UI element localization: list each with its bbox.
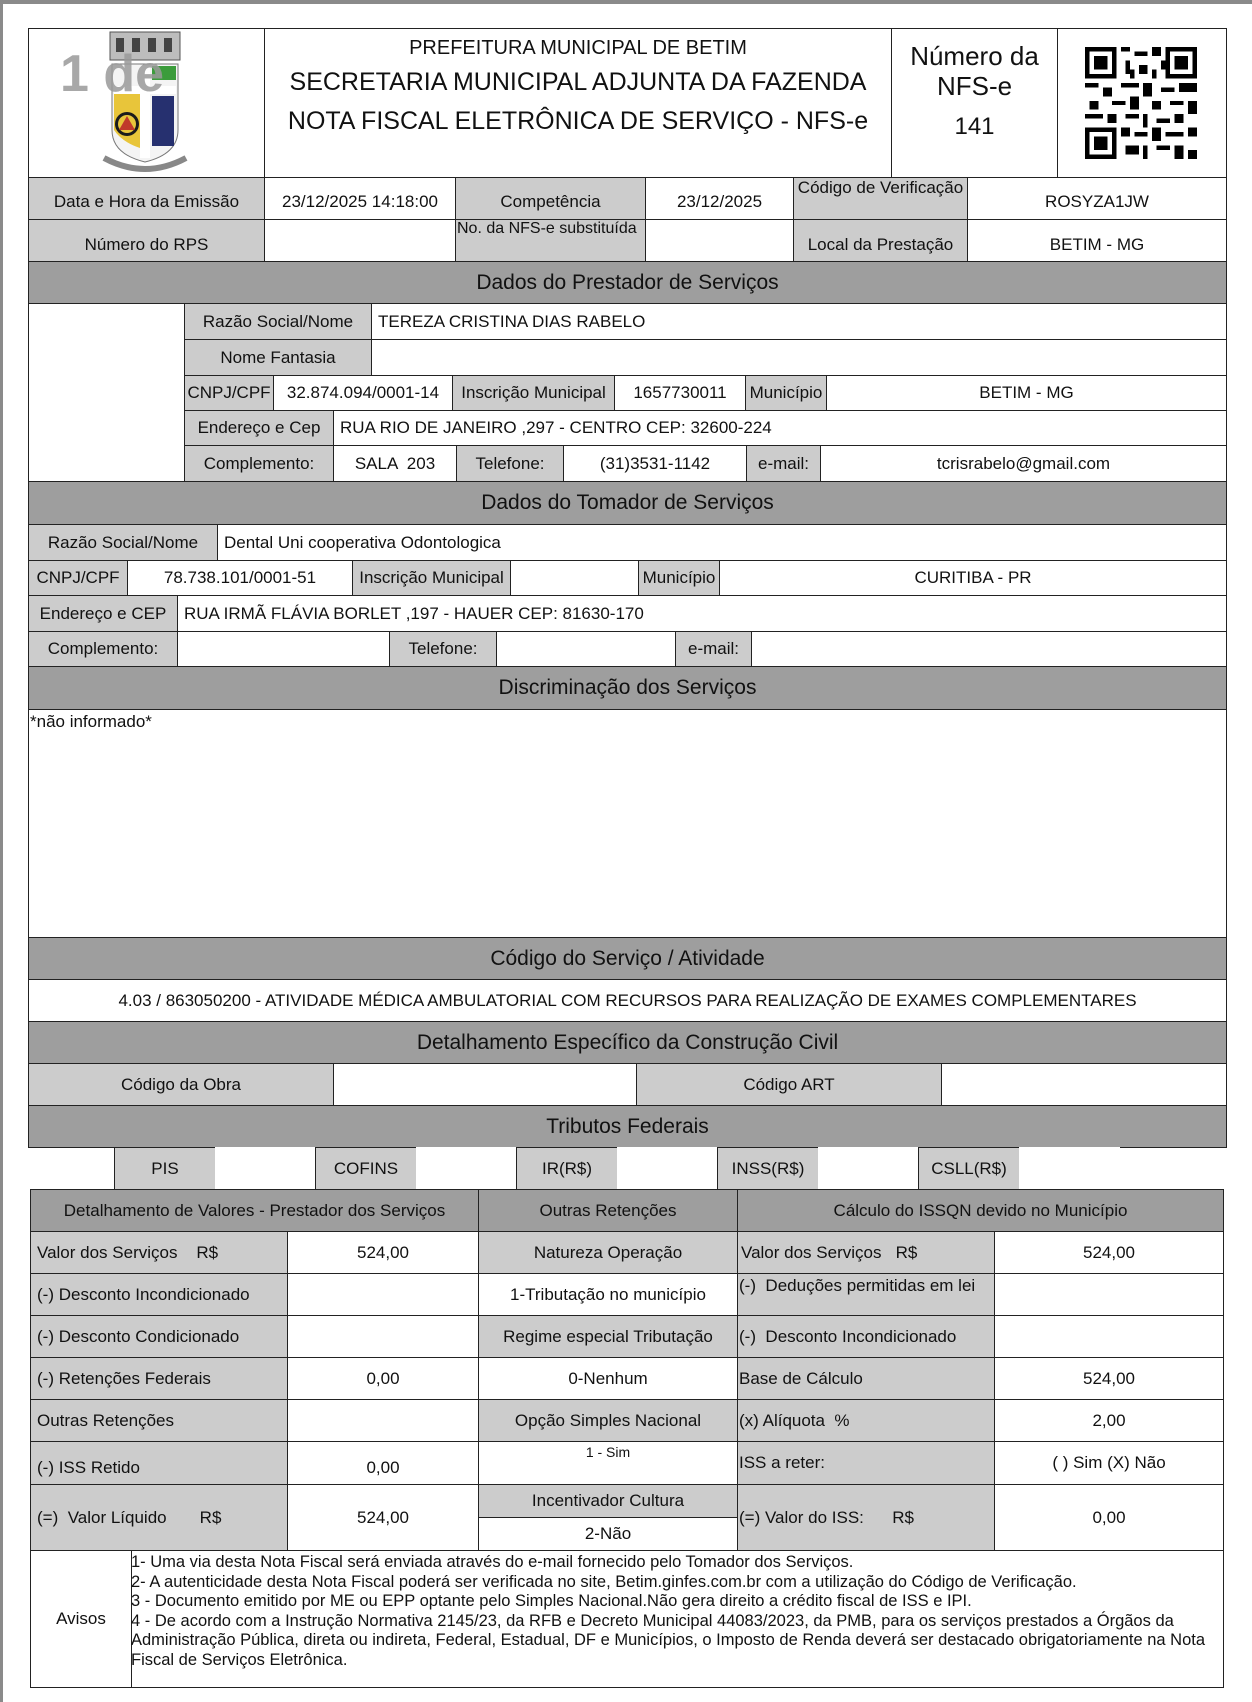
header-title-cell bbox=[264, 28, 892, 178]
servico-value: 4.03 / 863050200 - ATIVIDADE MÉDICA AMBULATORIAL COM RECURSOS PARA REALIZAÇÃO DE EXAMES COMPLEMENTARES bbox=[28, 979, 1227, 1022]
issqn-valor-servicos-label: Valor dos Serviços R$ bbox=[737, 1231, 995, 1274]
valor-iss-value: 0,00 bbox=[994, 1484, 1224, 1551]
tributo-cofins-value bbox=[416, 1147, 517, 1190]
cultura-value: 2-Não bbox=[478, 1517, 738, 1551]
iss-reter-value: ( ) Sim (X) Não bbox=[994, 1441, 1224, 1485]
numero-label-1: Número da bbox=[910, 41, 1039, 71]
prestador-left-spacer bbox=[28, 303, 185, 482]
prestador-im-label: Inscrição Municipal bbox=[452, 375, 615, 411]
issqn-valor-servicos-value: 524,00 bbox=[994, 1231, 1224, 1274]
prestador-complemento-label: Complemento: bbox=[184, 445, 334, 482]
data-emissao-value: 23/12/2025 14:18:00 bbox=[264, 177, 456, 220]
art-label: Código ART bbox=[636, 1063, 942, 1106]
aviso-line-1: 1- Uma via desta Nota Fiscal será enviada através do e-mail fornecido pelo Tomador dos Serviços. bbox=[131, 1553, 854, 1571]
retencoes-federais-label: (-) Retenções Federais bbox=[30, 1357, 288, 1400]
tomador-razao-label: Razão Social/Nome bbox=[28, 524, 218, 561]
tomador-municipio-label: Município bbox=[638, 560, 720, 596]
avisos-text bbox=[131, 1553, 1221, 1670]
tributo-csll-label: CSLL(R$) bbox=[918, 1147, 1020, 1190]
discriminacao-text: *não informado* bbox=[28, 709, 1227, 938]
aviso-line-2: 2- A autenticidade desta Nota Fiscal poderá ser verificada no site, Betim.ginfes.com.br com a utilização do Código de Verificação. bbox=[131, 1572, 1077, 1591]
iss-retido-label: (-) ISS Retido bbox=[30, 1441, 288, 1485]
nfse-substituida-value bbox=[645, 219, 794, 262]
prestador-email-value[interactable]: tcrisrabelo@gmail.com bbox=[820, 445, 1227, 482]
tomador-razao-value: Dental Uni cooperativa Odontologica bbox=[217, 524, 1227, 561]
numero-rps-value bbox=[264, 219, 456, 262]
prestador-fantasia-value bbox=[371, 339, 1227, 376]
tomador-cnpj-label: CNPJ/CPF bbox=[28, 560, 128, 596]
numero-value: 141 bbox=[954, 113, 995, 140]
data-emissao-label: Data e Hora da Emissão bbox=[28, 177, 265, 220]
header-line-nota-fiscal: NOTA FISCAL ELETRÔNICA DE SERVIÇO - NFS-e bbox=[287, 107, 869, 135]
tributo-cofins-label: COFINS bbox=[315, 1147, 417, 1190]
prestador-razao-label: Razão Social/Nome bbox=[184, 303, 372, 340]
simples-value: 1 - Sim bbox=[478, 1441, 738, 1485]
issqn-desconto-incond-label: (-) Desconto Incondicionado bbox=[737, 1315, 995, 1358]
tomador-endereco-label: Endereço e CEP bbox=[28, 595, 178, 632]
tomador-telefone-value bbox=[496, 631, 676, 667]
outras-retencoes-label: Outras Retenções bbox=[30, 1399, 288, 1442]
prestador-municipio-label: Município bbox=[745, 375, 827, 411]
tomador-cnpj-value: 78.738.101/0001-51 bbox=[127, 560, 353, 596]
deducoes-value bbox=[994, 1273, 1224, 1316]
valor-iss-label: (=) Valor do ISS: R$ bbox=[737, 1484, 995, 1551]
regime-label: Regime especial Tributação bbox=[478, 1315, 738, 1358]
desconto-incond-label: (-) Desconto Incondicionado bbox=[30, 1273, 288, 1316]
prestador-endereco-value: RUA RIO DE JANEIRO ,297 - CENTRO CEP: 32600-224 bbox=[333, 410, 1227, 446]
tomador-email-value bbox=[751, 631, 1227, 667]
prestador-telefone-label: Telefone: bbox=[456, 445, 564, 482]
valores-col2-title: Outras Retenções bbox=[478, 1189, 738, 1232]
local-prestacao-value: BETIM - MG bbox=[967, 219, 1227, 262]
discriminacao-section-title: Discriminação dos Serviços bbox=[28, 666, 1227, 710]
prestador-cnpj-label: CNPJ/CPF bbox=[184, 375, 274, 411]
tomador-email-label: e-mail: bbox=[675, 631, 752, 667]
page-indicator: 1 de bbox=[60, 45, 165, 103]
tributo-csll-value bbox=[1019, 1147, 1120, 1190]
prestador-fantasia-label: Nome Fantasia bbox=[184, 339, 372, 376]
desconto-cond-value bbox=[287, 1315, 479, 1358]
prestador-telefone-value: (31)3531-1142 bbox=[563, 445, 747, 482]
aviso-line-4: 4 - De acordo com a Instrução Normativa 2145/23, da RFB e Decreto Municipal 44083/2023, da PMB, para os serviços prestados a Órgãos da Administração Pública, direta ou indireta, Federal, Estadual, DF e Municípios, o Imposto de Renda deverá ser destacado obrigatoriamente na Nota Fiscal de Serviços Eletrônica. bbox=[131, 1611, 1206, 1669]
iss-reter-label: ISS a reter: bbox=[737, 1441, 995, 1485]
aviso-line-3: 3 - Documento emitido por ME ou EPP optante pelo Simples Nacional.Não gera direito a crédito fiscal de ISS e IPI. bbox=[131, 1592, 972, 1610]
tributo-ir-value bbox=[617, 1147, 718, 1190]
prestador-endereco-label: Endereço e Cep bbox=[184, 410, 334, 446]
tributo-ir-label: IR(R$) bbox=[516, 1147, 618, 1190]
valor-liquido-label: (=) Valor Líquido R$ bbox=[30, 1484, 288, 1551]
issqn-desconto-incond-value bbox=[994, 1315, 1224, 1358]
base-calculo-value: 524,00 bbox=[994, 1357, 1224, 1400]
obra-value bbox=[333, 1063, 637, 1106]
tomador-im-value bbox=[510, 560, 639, 596]
construcao-section-title: Detalhamento Específico da Construção Civil bbox=[28, 1021, 1227, 1064]
competencia-label: Competência bbox=[455, 177, 646, 220]
tributo-inss-value bbox=[818, 1147, 919, 1190]
simples-label: Opção Simples Nacional bbox=[478, 1399, 738, 1442]
deducoes-label: (-) Deduções permitidas em lei bbox=[737, 1273, 995, 1316]
codigo-verificacao-label: Código de Verificação bbox=[793, 177, 968, 220]
tomador-endereco-value: RUA IRMÃ FLÁVIA BORLET ,197 - HAUER CEP: 81630-170 bbox=[177, 595, 1227, 632]
desconto-incond-value bbox=[287, 1273, 479, 1316]
competencia-value: 23/12/2025 bbox=[645, 177, 794, 220]
codigo-verificacao-value[interactable]: ROSYZA1JW bbox=[967, 177, 1227, 220]
outras-retencoes-value bbox=[287, 1399, 479, 1442]
numero-label-2: NFS-e bbox=[936, 71, 1013, 101]
tomador-im-label: Inscrição Municipal bbox=[352, 560, 511, 596]
retencoes-federais-value: 0,00 bbox=[287, 1357, 479, 1400]
natureza-label: Natureza Operação bbox=[478, 1231, 738, 1274]
base-calculo-label: Base de Cálculo bbox=[737, 1357, 995, 1400]
natureza-value: 1-Tributação no município bbox=[478, 1273, 738, 1316]
prestador-municipio-value: BETIM - MG bbox=[826, 375, 1227, 411]
tomador-complemento-label: Complemento: bbox=[28, 631, 178, 667]
numero-nfse-cell bbox=[891, 28, 1058, 178]
obra-label: Código da Obra bbox=[28, 1063, 334, 1106]
avisos-label: Avisos bbox=[30, 1550, 132, 1688]
nfse-substituida-label: No. da NFS-e substituída bbox=[455, 219, 646, 262]
servico-section-title: Código do Serviço / Atividade bbox=[28, 937, 1227, 980]
aliquota-label: (x) Alíquota % bbox=[737, 1399, 995, 1442]
valores-col1-title: Detalhamento de Valores - Prestador dos Serviços bbox=[30, 1189, 479, 1232]
prestador-im-value: 1657730011 bbox=[614, 375, 746, 411]
qr-code-icon[interactable] bbox=[1085, 47, 1197, 159]
aliquota-value: 2,00 bbox=[994, 1399, 1224, 1442]
tomador-section-title: Dados do Tomador de Serviços bbox=[28, 481, 1227, 525]
valor-servicos-label: Valor dos Serviços R$ bbox=[30, 1231, 288, 1274]
tomador-complemento-value bbox=[177, 631, 390, 667]
desconto-cond-label: (-) Desconto Condicionado bbox=[30, 1315, 288, 1358]
prestador-email-label: e-mail: bbox=[746, 445, 821, 482]
tributo-pis-value bbox=[215, 1147, 316, 1190]
iss-retido-value: 0,00 bbox=[287, 1441, 479, 1485]
tomador-municipio-value: CURITIBA - PR bbox=[719, 560, 1227, 596]
tributo-pis-label: PIS bbox=[114, 1147, 216, 1190]
header-line-prefeitura: PREFEITURA MUNICIPAL DE BETIM bbox=[409, 37, 747, 59]
tomador-telefone-label: Telefone: bbox=[389, 631, 497, 667]
tributo-inss-label: INSS(R$) bbox=[717, 1147, 819, 1190]
art-value bbox=[941, 1063, 1227, 1106]
cultura-label: Incentivador Cultura bbox=[478, 1484, 738, 1518]
prestador-complemento-value: SALA 203 bbox=[333, 445, 457, 482]
header-line-secretaria: SECRETARIA MUNICIPAL ADJUNTA DA FAZENDA bbox=[289, 68, 867, 96]
valores-col3-title: Cálculo do ISSQN devido no Município bbox=[737, 1189, 1224, 1232]
regime-value: 0-Nenhum bbox=[478, 1357, 738, 1400]
numero-rps-label: Número do RPS bbox=[28, 219, 265, 262]
prestador-razao-value: TEREZA CRISTINA DIAS RABELO bbox=[371, 303, 1227, 340]
local-prestacao-label: Local da Prestação bbox=[793, 219, 968, 262]
valor-liquido-value: 524,00 bbox=[287, 1484, 479, 1551]
tributos-section-title: Tributos Federais bbox=[28, 1105, 1227, 1148]
prestador-section-title: Dados do Prestador de Serviços bbox=[28, 261, 1227, 304]
valor-servicos-value: 524,00 bbox=[287, 1231, 479, 1274]
prestador-cnpj-value: 32.874.094/0001-14 bbox=[273, 375, 453, 411]
